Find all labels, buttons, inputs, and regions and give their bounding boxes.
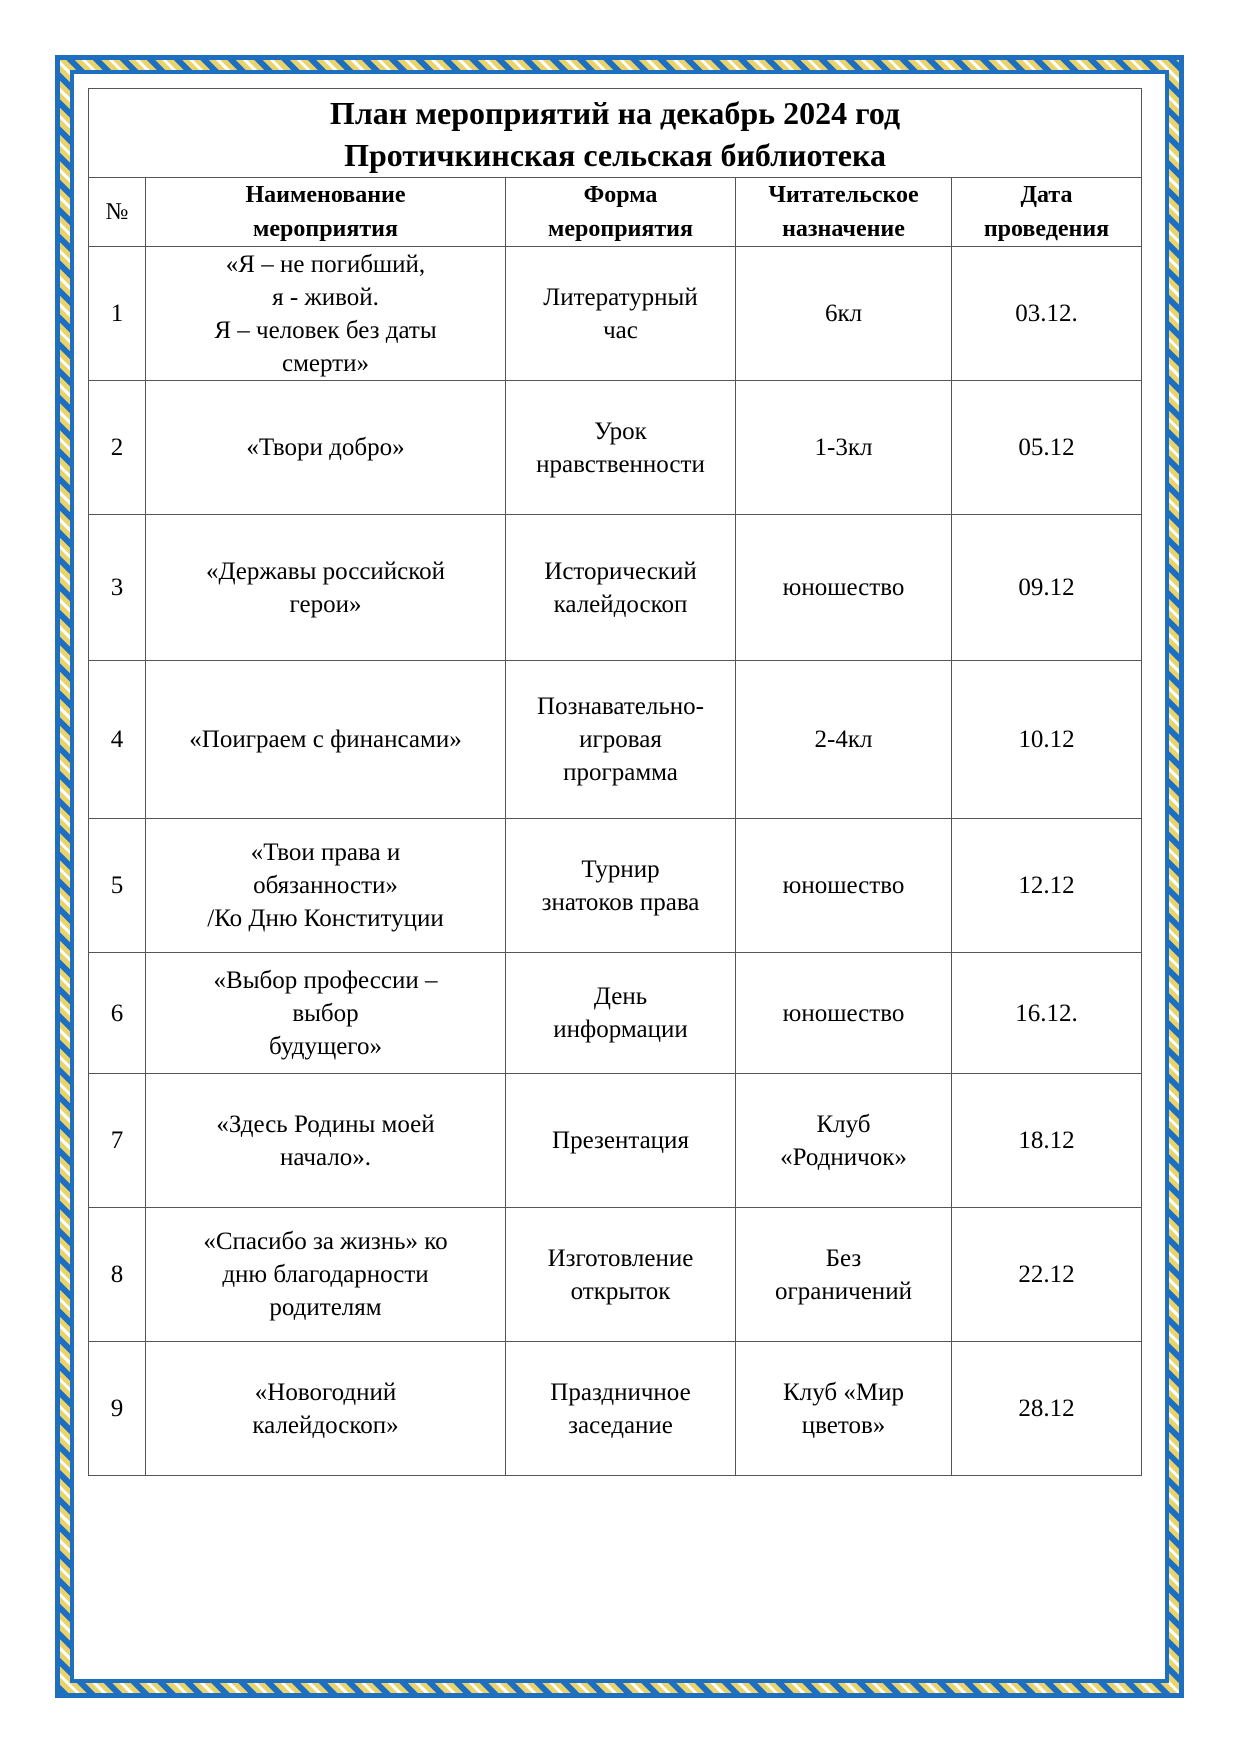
table-row xyxy=(89,381,1142,515)
cell-audience-line: ограничений xyxy=(775,1277,912,1305)
cell-form xyxy=(506,1074,736,1208)
cell-name xyxy=(146,381,506,515)
cell-form-line: нравственности xyxy=(536,450,705,478)
header-num: № xyxy=(89,178,146,247)
cell-form-line: информации xyxy=(553,1016,688,1043)
cell-audience-line: цветов» xyxy=(801,1411,886,1439)
cell-form-line: знатоков права xyxy=(541,888,700,916)
document-title xyxy=(89,89,1142,178)
title-line-1: План мероприятий на декабрь 2024 год xyxy=(329,95,901,131)
cell-form-line: День xyxy=(593,983,648,1010)
cell-name-line: «Я – не погибший, xyxy=(225,250,426,278)
table-header-row xyxy=(89,178,1142,247)
cell-audience-line: Клуб «Мир xyxy=(783,1378,904,1406)
table-row xyxy=(89,247,1142,381)
title-line-2: Протичкинская сельская библиотека xyxy=(344,137,886,173)
cell-name-line: я - живой. xyxy=(272,283,379,311)
cell-date: 22.12 xyxy=(952,1208,1142,1342)
cell-form-line: заседание xyxy=(568,1411,673,1439)
cell-num: 1 xyxy=(89,247,146,381)
cell-name-line: «Спасибо за жизнь» ко xyxy=(203,1228,448,1255)
cell-form-line: Исторический xyxy=(544,557,697,585)
header-name xyxy=(146,178,506,247)
cell-audience xyxy=(736,1342,952,1476)
table-row xyxy=(89,1208,1142,1342)
table-row xyxy=(89,819,1142,953)
cell-audience-line: юношество xyxy=(782,872,905,899)
table-row xyxy=(89,661,1142,819)
table-row xyxy=(89,953,1142,1074)
cell-audience-line: Клуб xyxy=(816,1110,871,1138)
cell-name-line: «Державы российской xyxy=(205,557,446,585)
cell-form-line: Урок xyxy=(594,417,647,445)
cell-audience xyxy=(736,953,952,1074)
cell-name-line: начало». xyxy=(279,1143,372,1171)
cell-form xyxy=(506,661,736,819)
header-form xyxy=(506,178,736,247)
header-date xyxy=(952,178,1142,247)
header-audience xyxy=(736,178,952,247)
cell-form-line: игровая xyxy=(579,726,662,753)
header-date-line-2: проведения xyxy=(983,216,1110,242)
cell-name-line: выбор xyxy=(292,999,359,1027)
cell-name-line: будущего» xyxy=(269,1032,382,1060)
cell-num: 5 xyxy=(89,819,146,953)
cell-name-line: Я – человек без даты xyxy=(214,316,437,344)
cell-num: 9 xyxy=(89,1342,146,1476)
cell-form-line: Литературный xyxy=(543,283,698,311)
cell-form-line: Праздничное xyxy=(550,1378,691,1406)
cell-form-line: программа xyxy=(563,759,678,786)
cell-date: 28.12 xyxy=(952,1342,1142,1476)
cell-num: 3 xyxy=(89,515,146,661)
cell-name xyxy=(146,515,506,661)
cell-audience xyxy=(736,1208,952,1342)
cell-name-line: смерти» xyxy=(282,349,369,377)
cell-form-line: открыток xyxy=(570,1277,671,1305)
events-table xyxy=(88,88,1142,1476)
header-audience-line-1: Читательское xyxy=(768,182,919,208)
cell-num: 4 xyxy=(89,661,146,819)
cell-date: 12.12 xyxy=(952,819,1142,953)
cell-name xyxy=(146,247,506,381)
cell-audience xyxy=(736,819,952,953)
cell-name xyxy=(146,819,506,953)
table-row xyxy=(89,515,1142,661)
cell-audience xyxy=(736,381,952,515)
cell-name-line: «Твои права и xyxy=(250,839,401,866)
cell-form xyxy=(506,1342,736,1476)
cell-audience-line: 2-4кл xyxy=(814,726,873,753)
header-form-line-1: Форма xyxy=(583,182,658,208)
cell-num: 6 xyxy=(89,953,146,1074)
cell-name-line: обязанности» xyxy=(253,872,398,899)
cell-form-line: час xyxy=(603,316,638,344)
cell-name-line: дню благодарности xyxy=(222,1261,429,1288)
cell-name-line: «Твори добро» xyxy=(246,434,405,461)
cell-form-line: Познавательно- xyxy=(537,693,704,720)
cell-name xyxy=(146,1208,506,1342)
cell-name-line: герои» xyxy=(289,590,362,618)
cell-form-line: Изготовление xyxy=(547,1244,694,1272)
cell-audience xyxy=(736,661,952,819)
cell-audience-line: «Родничок» xyxy=(780,1143,907,1171)
cell-form xyxy=(506,247,736,381)
cell-audience-line: юношество xyxy=(782,999,905,1027)
cell-audience-line: 6кл xyxy=(824,300,863,327)
header-audience-line-2: назначение xyxy=(782,216,905,242)
cell-name xyxy=(146,1074,506,1208)
header-name-line-1: Наименование xyxy=(245,182,406,208)
cell-audience xyxy=(736,247,952,381)
cell-date: 09.12 xyxy=(952,515,1142,661)
cell-name-line: «Новогодний xyxy=(254,1378,397,1406)
header-form-line-2: мероприятия xyxy=(548,216,693,242)
cell-name-line: /Ко Дню Конституции xyxy=(207,905,444,932)
cell-name-line: «Здесь Родины моей xyxy=(216,1110,435,1138)
cell-form xyxy=(506,819,736,953)
cell-audience-line: юношество xyxy=(782,574,905,601)
cell-form xyxy=(506,381,736,515)
cell-audience-line: 1-3кл xyxy=(814,434,873,461)
cell-date: 18.12 xyxy=(952,1074,1142,1208)
cell-num: 7 xyxy=(89,1074,146,1208)
cell-date: 10.12 xyxy=(952,661,1142,819)
header-date-line-1: Дата xyxy=(1020,182,1073,208)
header-name-line-2: мероприятия xyxy=(253,216,398,242)
cell-name-line: калейдоскоп» xyxy=(252,1411,399,1439)
cell-name xyxy=(146,953,506,1074)
cell-form-line: Презентация xyxy=(552,1127,689,1154)
table-row xyxy=(89,1342,1142,1476)
cell-audience xyxy=(736,1074,952,1208)
cell-name-line: «Поиграем с финансами» xyxy=(189,726,462,753)
cell-name-line: «Выбор профессии – xyxy=(213,966,438,994)
cell-audience-line: Без xyxy=(825,1244,862,1272)
cell-form xyxy=(506,1208,736,1342)
table-row xyxy=(89,1074,1142,1208)
cell-date: 03.12. xyxy=(952,247,1142,381)
cell-date: 05.12 xyxy=(952,381,1142,515)
cell-form xyxy=(506,953,736,1074)
cell-name xyxy=(146,1342,506,1476)
cell-name-line: родителям xyxy=(269,1294,382,1321)
document-page xyxy=(88,88,1141,1476)
cell-name xyxy=(146,661,506,819)
cell-num: 2 xyxy=(89,381,146,515)
cell-form-line: Турнир xyxy=(581,855,660,883)
cell-form-line: калейдоскоп xyxy=(553,590,688,618)
cell-date: 16.12. xyxy=(952,953,1142,1074)
cell-num: 8 xyxy=(89,1208,146,1342)
cell-form xyxy=(506,515,736,661)
cell-audience xyxy=(736,515,952,661)
table-body xyxy=(89,247,1142,1476)
